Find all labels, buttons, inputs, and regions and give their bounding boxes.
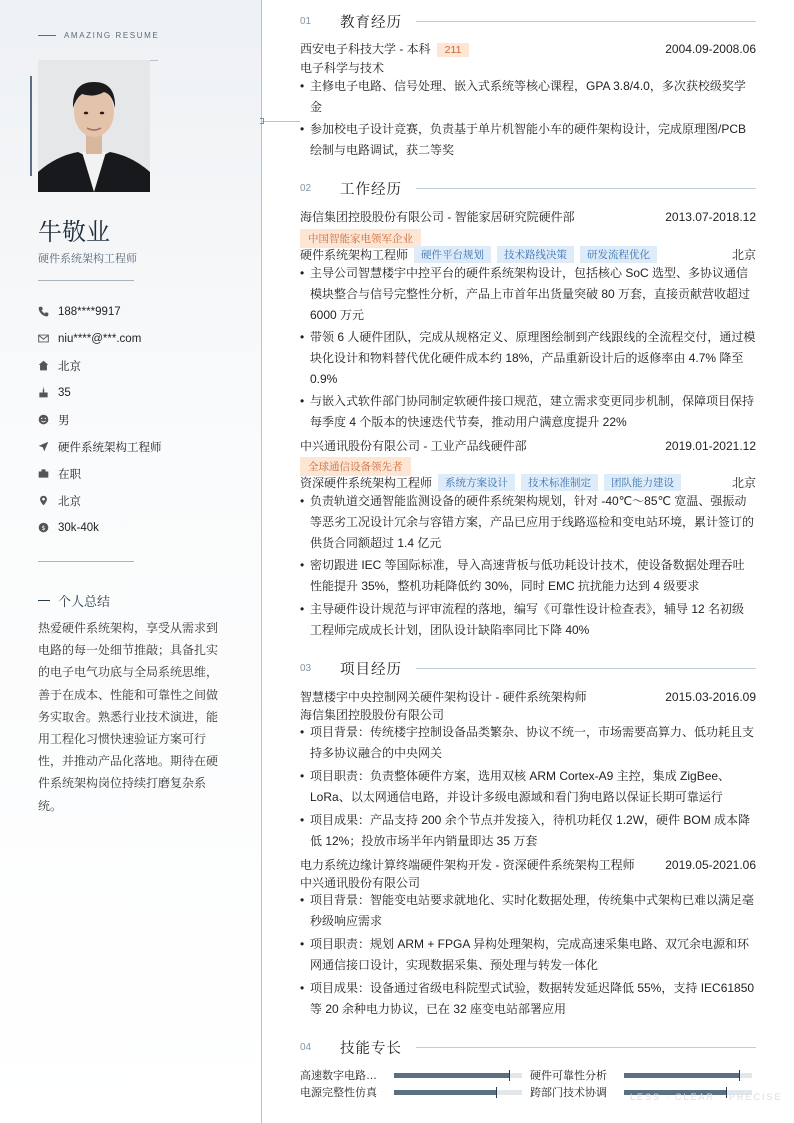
info-location — [38, 487, 248, 514]
project-header — [300, 856, 756, 873]
section-number: 04 — [300, 1041, 312, 1053]
job-bullet: • 负责轨道交通智能监测设备的硬件系统架构规划，针对 -40℃～85℃ 宽温、强振动等恶劣工况设计冗余与容错方案，产品已应用于线路巡检和变电站环境，累计签订的供货合同额超过 1.4 亿元 — [300, 491, 756, 554]
section-title: 教育经历 — [340, 14, 402, 31]
project-date: 2019.05-2021.06 — [665, 857, 756, 872]
skill-bar-fill — [394, 1073, 509, 1078]
project-bullet: • 项目成果：设备通过省级电科院型式试验，数据转发延迟降低 55%，支持 IEC61850 等 20 余种电力协议，已在 32 座变电站部署应用 — [300, 978, 756, 1020]
info-salary — [38, 514, 248, 541]
school-tag: 211 — [437, 43, 470, 57]
skill-tag: 系统方案设计 — [438, 474, 515, 491]
education-major: 电子科学与技术 — [300, 61, 385, 75]
skill-item — [530, 1067, 752, 1083]
skill-tag: 技术标准制定 — [521, 474, 598, 491]
section-projects — [300, 656, 756, 680]
info-gender — [38, 406, 248, 433]
candidate-title: 硬件系统架构工程师 — [38, 253, 137, 265]
skill-item — [300, 1067, 522, 1083]
send-icon — [38, 441, 49, 452]
info-text: 北京 — [58, 495, 81, 508]
section-education — [300, 9, 756, 33]
section-number: 03 — [300, 662, 312, 674]
summary-title: 个人总结 — [58, 594, 111, 609]
portrait-illustration — [38, 60, 150, 192]
job-bullet: • 密切跟进 IEC 等国际标准，导入高速背板与低功耗设计技术，使设备数据处理吞吐性能提升 35%，整机功耗降低约 30%，同时 EMC 抗扰能力达到 4 级要求 — [300, 555, 756, 597]
section-rule — [416, 21, 756, 22]
info-email — [38, 325, 248, 352]
skill-bar — [394, 1090, 522, 1095]
job-bullet: • 主导硬件设计规范与评审流程的落地，编写《可靠性设计检查表》，辅导 12 名初级工程师完成成长计划，团队设计缺陷率同比下降 40% — [300, 599, 756, 641]
project-bullet: • 项目背景：传统楼宇控制设备品类繁杂、协议不统一，市场需要高算力、低功耗且支持多协议融合的中央网关 — [300, 722, 756, 764]
education-date: 2004.09-2008.06 — [665, 41, 756, 56]
school-name: 西安电子科技大学 - 本科 — [300, 42, 431, 56]
brand-text: AMAZING RESUME — [64, 31, 160, 40]
job-role: 硬件系统架构工程师 — [300, 248, 409, 262]
job-company: 海信集团控股股份有限公司 - 智能家居研究院硬件部 — [300, 210, 575, 224]
money-icon — [38, 522, 49, 533]
job-role-row — [300, 246, 756, 263]
brand — [38, 31, 159, 40]
info-text: 35 — [58, 386, 71, 399]
project-bullet: • 项目成果：产品支持 200 余个节点并发接入，待机功耗仅 1.2W，硬件 BOM 成本降低 12%；投放市场半年内销量即达 35 万套 — [300, 810, 756, 852]
job-company: 中兴通讯股份有限公司 - 工业产品线硬件部 — [300, 439, 527, 453]
footer-watermark: LESS · CLEAR · PRECISE — [630, 1092, 783, 1102]
education-bullet: • 主修电子电路、信号处理、嵌入式系统等核心课程，GPA 3.8/4.0，多次获校级奖学金 — [300, 76, 756, 118]
sidebar-divider — [38, 561, 134, 562]
section-number: 02 — [300, 182, 312, 194]
brand-dash — [38, 35, 56, 36]
project-header — [300, 688, 756, 705]
info-text: 30k-40k — [58, 521, 99, 534]
project-date: 2015.03-2016.09 — [665, 689, 756, 704]
job-date: 2019.01-2021.12 — [665, 438, 756, 453]
section-title: 项目经历 — [340, 661, 402, 678]
section-skills — [300, 1035, 756, 1059]
company-badge: 中国智能家电领军企业 — [300, 229, 421, 248]
project-bullet: • 项目背景：智能变电站要求就地化、实时化数据处理，传统集中式架构已难以满足毫秒级响应需求 — [300, 890, 756, 932]
summary-heading — [38, 591, 110, 610]
info-text: 北京 — [58, 360, 81, 373]
job-header — [300, 208, 756, 225]
briefcase-icon — [38, 468, 49, 479]
info-home — [38, 352, 248, 379]
candidate-name: 牛敬业 — [38, 218, 110, 246]
project-bullet: • 项目职责：规划 ARM + FPGA 异构处理架构，完成高速采集电路、双冗余电源和环网通信接口设计，实现数据采集、预处理与转发一体化 — [300, 934, 756, 976]
summary-text: 热爱硬件系统架构，享受从需求到电路的每一处细节推敲；具备扎实的电子电气功底与全局系统思维，善于在成本、性能和可靠性之间做务实取舍。熟悉行业技术演进，能用工程化习惯快速验证方案可行性，并推动产品化落地。期待在硬件系统架构岗位持续打磨复杂系统。 — [38, 621, 219, 813]
skill-bar-fill — [624, 1073, 739, 1078]
info-text: 在职 — [58, 468, 81, 481]
skill-name: 跨部门技术协调 — [530, 1087, 607, 1099]
info-position — [38, 433, 248, 460]
job-bullet: • 主导公司智慧楼宇中控平台的硬件系统架构设计，包括核心 SoC 选型、多协议通信模块整合与信号完整性分析，产品上市首年出货量突破 80 万套，直接贡献营收超过 6000 万元 — [300, 263, 756, 326]
info-text: 男 — [58, 414, 70, 427]
skill-name: 电源完整性仿真 — [300, 1087, 377, 1099]
phone-icon — [38, 306, 49, 317]
mail-icon — [38, 333, 49, 344]
home-icon — [38, 360, 49, 371]
skill-name: 硬件可靠性分析 — [530, 1070, 607, 1082]
job-city: 北京 — [731, 248, 756, 262]
job-role: 资深硬件系统架构工程师 — [300, 476, 433, 490]
info-text: 硬件系统架构工程师 — [58, 441, 162, 454]
job-date: 2013.07-2018.12 — [665, 209, 756, 224]
skill-item — [300, 1084, 522, 1100]
smile-icon — [38, 414, 49, 425]
contact-info — [38, 298, 248, 541]
company-badge: 全球通信设备领先者 — [300, 457, 411, 476]
skill-bar — [624, 1073, 752, 1078]
job-header — [300, 437, 756, 454]
project-org: 中兴通讯股份有限公司 — [300, 876, 421, 890]
education-header — [300, 40, 756, 57]
section-rule — [416, 188, 756, 189]
info-text: niu****@***.com — [58, 332, 142, 345]
sidebar-divider — [38, 280, 134, 281]
summary-dash — [38, 600, 50, 601]
section-title: 技能专长 — [340, 1040, 402, 1057]
skill-tag: 团队能力建设 — [604, 474, 681, 491]
section-number: 01 — [300, 15, 312, 27]
info-phone — [38, 298, 248, 325]
section-work — [300, 176, 756, 200]
skill-bar-marker — [496, 1087, 497, 1098]
project-bullet: • 项目职责：负责整体硬件方案，选用双核 ARM Cortex-A9 主控，集成 ZigBee、LoRa、以太网通信电路，并设计多级电源域和看门狗电路以保证长期可靠运行 — [300, 766, 756, 808]
section-rule — [416, 668, 756, 669]
svg-text:$: $ — [41, 524, 46, 532]
info-age — [38, 379, 248, 406]
education-bullet: • 参加校电子设计竞赛，负责基于单片机智能小车的硬件架构设计，完成原理图/PCB绘制与电路调试，获二等奖 — [300, 119, 756, 161]
connector-mark — [260, 118, 264, 124]
job-city: 北京 — [731, 476, 756, 490]
section-rule — [416, 1047, 756, 1048]
cake-icon — [38, 387, 49, 398]
section-title: 工作经历 — [340, 181, 402, 198]
job-bullet: • 带领 6 人硬件团队，完成从规格定义、原理图绘制到产线跟线的全流程交付，通过模块化设计和物料替代优化硬件成本约 18%，产品重新设计后的返修率由 4.7% 降至 0.9% — [300, 327, 756, 390]
profile-photo — [38, 60, 150, 192]
project-name: 电力系统边缘计算终端硬件架构开发 - 资深硬件系统架构工程师 — [300, 858, 635, 872]
info-status — [38, 460, 248, 487]
project-org: 海信集团控股股份有限公司 — [300, 708, 445, 722]
skill-tag: 硬件平台规划 — [414, 246, 491, 263]
location-pin-icon — [38, 495, 49, 506]
skill-tag: 研发流程优化 — [580, 246, 657, 263]
skill-tag: 技术路线决策 — [497, 246, 574, 263]
project-name: 智慧楼宇中央控制网关硬件架构设计 - 硬件系统架构师 — [300, 690, 587, 704]
skill-name: 高速数字电路… — [300, 1070, 377, 1082]
photo-accent-bar — [30, 76, 32, 176]
job-role-row — [300, 474, 756, 491]
skill-bar-fill — [394, 1090, 496, 1095]
skill-bar-marker — [739, 1070, 740, 1081]
skill-bar-marker — [509, 1070, 510, 1081]
skill-bar — [394, 1073, 522, 1078]
job-bullet: • 与嵌入式软件部门协同制定软硬件接口规范，建立需求变更同步机制，保障项目保持每季度 4 个版本的快速迭代节奏，推动用户满意度提升 22% — [300, 391, 756, 433]
info-text: 188****9917 — [58, 305, 121, 318]
connector-line — [262, 121, 300, 122]
